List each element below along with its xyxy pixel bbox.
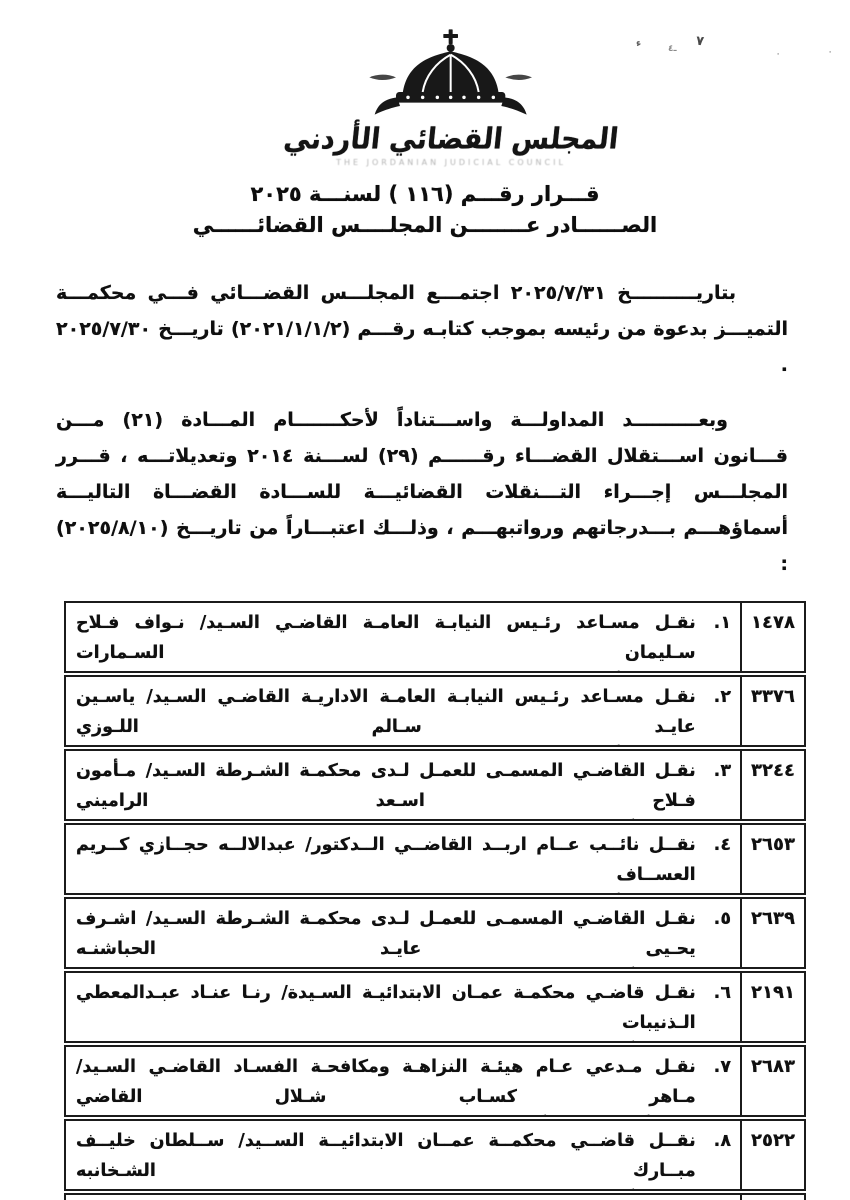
item-number: ٣. — [713, 761, 731, 781]
item-number: ٧. — [713, 1057, 731, 1077]
transfer-source-line: نقــل نائــب عــام اربــد القاضــي الــدكتور/ عبدالالــه حجــازي كــريم العســاف — [76, 835, 696, 885]
reference-number-cell: ١٤٧٨ — [740, 603, 804, 671]
scan-artifact-mark: ء — [635, 37, 642, 50]
meeting-paragraph: بتاريــــــــــخ ٢٠٢٥/٧/٣١ اجتمـــع المجلـــس القضـــائي فـــي محكمـــة التميـــز بدعوة من رئيسه بموجب كتابـه رقـــم (٢٠٢١/١/١/٢) تاريـــخ ٢٠٢٥/٧/٣٠ . — [56, 282, 789, 376]
reference-number-cell: ٢٦٨٣ — [740, 1047, 804, 1115]
reference-number-cell: ٣٢٤٤ — [740, 751, 804, 819]
item-number: ٥. — [713, 909, 731, 929]
table-row — [64, 1193, 806, 1200]
scan-artifact-dot: ٠ — [828, 48, 833, 56]
scan-artifact-dot: ٠ — [776, 50, 781, 58]
reference-number-cell — [740, 1195, 804, 1200]
table-row — [64, 971, 806, 1043]
decision-number-line: قـــرار رقـــم (١١٦ ) لسنـــة ٢٠٢٥ — [250, 182, 600, 206]
reference-number-cell: ٣٣٧٦ — [740, 677, 804, 745]
royal-crown-emblem-icon — [52, 28, 850, 128]
transfer-source-line: نقـل مسـاعد رئـيس النيابـة العامـة الاداريـة القاضـي السـيد/ ياسـين عايـد سـالم اللـوزي — [76, 687, 696, 737]
transfer-details-cell — [66, 1047, 740, 1115]
transfer-details-cell — [66, 899, 740, 967]
table-row — [64, 897, 806, 969]
transfer-destination-line — [76, 965, 731, 967]
transfer-details-cell — [66, 603, 740, 671]
transfer-destination-line — [76, 1113, 731, 1115]
transfer-source-line: نقـل مسـاعد رئـيس النيابـة العامـة القاضـي السـيد/ نـواف فـلاح سـليمان السـمارات — [76, 613, 696, 663]
transfer-source-line: نقـل مـدعي عـام هيئـة النزاهـة ومكافحـة الفسـاد القاضـي السـيد/ مـاهر كسـاب شـلال القاضي — [76, 1057, 696, 1107]
reference-number-cell: ٢١٩١ — [740, 973, 804, 1041]
decision-title — [0, 179, 850, 241]
transfer-destination-line — [76, 817, 731, 819]
table-row — [64, 1045, 806, 1117]
transfer-source-line: نقـل قاضـي محكمـة عمـان الابتدائيـة السـيدة/ رنـا عنـاد عبـدالمعطي الـذنيبات — [76, 983, 696, 1033]
transfer-source-line: نقـل القاضـي المسمـى للعمـل لـدى محكمـة الشـرطة السـيد/ اشـرف يحـيى عايـد الحباشنـه — [76, 909, 696, 959]
table-row — [64, 749, 806, 821]
transfer-details-cell — [66, 973, 740, 1041]
reference-number-cell: ٢٦٣٩ — [740, 899, 804, 967]
council-name-english-caption: THE JORDANIAN JUDICIAL COUNCIL — [336, 158, 566, 167]
transfer-destination-line — [76, 891, 731, 893]
item-number: ٤. — [713, 835, 731, 855]
reference-number-cell: ٢٥٢٢ — [740, 1121, 804, 1189]
reference-number-cell: ٢٦٥٣ — [740, 825, 804, 893]
item-number: ١. — [713, 613, 731, 633]
issuing-body-line: الصــــــادر عــــــــن المجلــــس القضائــــــي — [192, 213, 658, 237]
item-number: ٦. — [713, 983, 731, 1003]
decision-body — [56, 275, 788, 582]
table-row — [64, 601, 806, 673]
item-number: ٨. — [713, 1131, 731, 1151]
transfer-details-cell — [66, 825, 740, 893]
transfer-destination-line — [76, 1039, 731, 1041]
council-name-calligraphy: المجلس القضائي الأردني — [282, 122, 620, 157]
scan-artifact-mark: ٧ — [695, 33, 705, 50]
transfer-source-line: نقـل القاضـي المسمـى للعمـل لـدى محكمـة الشـرطة السـيد/ مـأمون فـلاح اسـعد الراميني — [76, 761, 696, 811]
table-row — [64, 823, 806, 895]
transfer-details-cell — [66, 677, 740, 745]
document-header — [0, 0, 850, 167]
transfer-details-cell — [66, 1195, 740, 1200]
table-row — [64, 1119, 806, 1191]
transfer-destination-line — [76, 669, 731, 671]
table-row — [64, 675, 806, 747]
item-number: ٢. — [713, 687, 731, 707]
resolution-paragraph: وبعــــــــــد المداولـــة واســـتناداً لأحكـــــــام المـــادة (٢١) مـــن قـــانون اســـتقلال القضـــاء رقــــــم (٢٩) لســـنة ٢٠١٤ وتعديلاتـــه ، قـــرر المجلـــس إجـــراء التـــنقلات القضائيـــة للســـادة القضـــاة التاليـــة أسماؤهـــم بـــدرجاتهم ورواتبهـــم ، وذلـــك اعتبـــاراً من تاريـــخ (٢٠٢٥/٨/١٠) : — [56, 409, 788, 575]
transfer-destination-line — [76, 743, 731, 745]
scan-artifact-mark: ـ٤ — [668, 44, 677, 54]
transfer-details-cell — [66, 751, 740, 819]
transfer-details-cell — [66, 1121, 740, 1189]
transfer-source-line: نقــل قاضــي محكمــة عمــان الابتدائيــة الســيد/ ســلطان خليــف مبــارك الشـخانبه — [76, 1131, 696, 1181]
transfer-destination-line — [76, 1187, 731, 1189]
judicial-transfers-table — [64, 601, 806, 1200]
